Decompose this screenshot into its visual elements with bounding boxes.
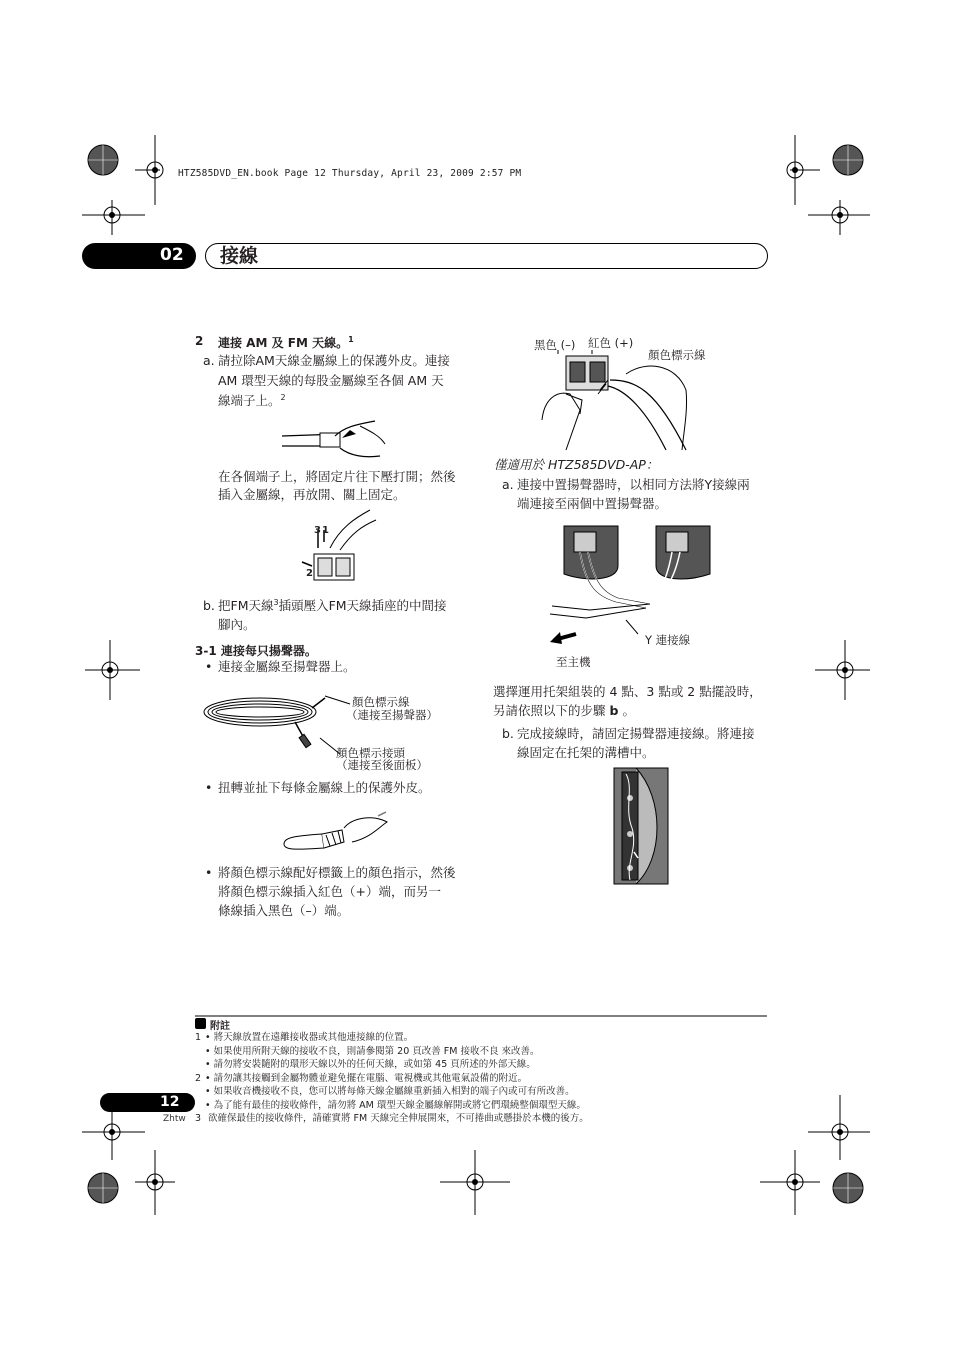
strip-wire-illustration xyxy=(280,416,390,466)
fig-label-1: 1 xyxy=(322,525,329,536)
chapter-title: 接線 xyxy=(220,245,259,267)
book-info-line: HTZ585DVD_EN.book Page 12 Thursday, April 23, 2009 2:57 PM xyxy=(178,168,522,179)
bullet-twist-wire: 扭轉並扯下每條金屬線上的保護外皮。 xyxy=(218,780,431,795)
right-para-line1: 選擇運用托架組裝的 4 點、3 點或 2 點擺設時， xyxy=(493,684,762,699)
speaker-terminal-illustration xyxy=(536,350,696,454)
speaker-cable-illustration xyxy=(200,688,340,768)
y-cable-illustration xyxy=(546,526,716,652)
note-item: 1 • 將天線放置在遠離接收器或其他連接線的位置。 xyxy=(195,1032,414,1043)
notes-list xyxy=(195,1031,775,1126)
fig-label-2: 2 xyxy=(306,568,313,579)
label-to-panel: （連接至後面板） xyxy=(336,758,428,772)
bullet-dot: • xyxy=(205,780,213,795)
page-number-badge xyxy=(100,1093,195,1112)
label-to-main-unit: 至主機 xyxy=(556,655,591,669)
label-color-wire: 顏色標示線 xyxy=(648,348,706,362)
right-b-line1: 完成接線時，請固定揚聲器連接線。將連接 xyxy=(517,726,755,741)
right-b-marker: b. xyxy=(502,726,514,741)
step2a-line1: 請拉除AM天線金屬線上的保護外皮。連接 xyxy=(218,353,450,368)
note-item: • 如果收音機接收不良，您可以將每條天線金屬線重新插入相對的端子內或可有所改善。 xyxy=(205,1086,575,1097)
bullet-connect-wire: 連接金屬線至揚聲器上。 xyxy=(218,659,356,674)
chapter-title-bar xyxy=(205,243,768,269)
note-item: • 請勿將安裝隨附的環形天線以外的任何天線，或如第 45 頁所述的外部天線。 xyxy=(205,1059,536,1070)
bullet-dot: • xyxy=(205,659,213,674)
bullet-dot: • xyxy=(205,865,213,880)
notes-heading: 附註 xyxy=(210,1021,230,1032)
right-a-line1: 連接中置揚聲器時，以相同方法將Y接線兩 xyxy=(517,477,750,492)
label-color-plug: 顏色標示接頭 xyxy=(336,746,405,760)
label-y-cable: Y 連接線 xyxy=(645,633,691,647)
step2b-marker: b. xyxy=(203,598,215,613)
label-red-terminal: 紅色 (+) xyxy=(588,336,634,350)
right-a-marker: a. xyxy=(502,477,514,492)
fig-label-3: 3 xyxy=(314,525,321,536)
language-code: Zhtw xyxy=(163,1114,186,1124)
label-black-terminal: 黑色 (–) xyxy=(534,338,576,352)
step2a-line3: 線端子上。$^2$ xyxy=(218,392,286,408)
step2a-line2: AM 環型天線的每股金屬線至各個 AM 天 xyxy=(218,373,444,388)
stand-groove-illustration xyxy=(614,768,670,886)
clamp-instruction-line1: 在各個端子上，將固定片往下壓打開；然後 xyxy=(218,469,456,484)
bullet-color-line3: 條線插入黑色（–）端。 xyxy=(218,903,350,918)
note-item: 3 欲確保最佳的接收條件，請確實將 FM 天線完全伸展開來，不可捲曲或懸掛於本機的後方。 xyxy=(195,1113,589,1124)
note-item: 2 • 請勿讓其接觸到金屬物體並避免擺在電腦、電視機或其他電氣設備的附近。 xyxy=(195,1072,528,1084)
note-item: • 如果使用所附天線的接收不良，則請參閱第 20 頁改善 FM 接收不良 來改善。 xyxy=(205,1045,540,1057)
right-para-line2: 另請依照以下的步驟 b 。 xyxy=(493,703,635,718)
chapter-number: 02 xyxy=(160,245,184,265)
label-to-speaker: （連接至揚聲器） xyxy=(346,708,438,722)
clamp-instruction-line2: 插入金屬線，再放開、關上固定。 xyxy=(218,487,406,502)
step2-title: 連接 AM 及 FM 天線。$^1$ xyxy=(218,335,354,350)
notes-rule xyxy=(195,1015,770,1029)
twist-wire-illustration xyxy=(282,808,394,860)
step31-title: 3-1 連接每只揚聲器。 xyxy=(195,644,317,658)
only-for-model: 僅適用於 HTZ585DVD-AP： xyxy=(494,457,659,472)
step2b-line2: 腳內。 xyxy=(218,617,256,632)
right-a-line2: 端連接至兩個中置揚聲器。 xyxy=(517,496,668,511)
page-number: 12 xyxy=(160,1094,180,1110)
step2b-line1: 把FM天線$^3$插頭壓入FM天線插座的中間接 xyxy=(218,597,447,613)
step2a-marker: a. xyxy=(203,353,215,368)
label-color-line: 顏色標示線 xyxy=(352,695,410,709)
bullet-color-line2: 將顏色標示線插入紅色（+）端，而另一 xyxy=(218,884,441,899)
step2-number: 2 xyxy=(195,334,204,348)
bullet-color-line1: 將顏色標示線配好標籤上的顏色指示，然後 xyxy=(218,865,456,880)
right-b-line2: 線固定在托架的溝槽中。 xyxy=(517,745,655,760)
note-icon xyxy=(195,1018,206,1029)
note-item: • 為了能有最佳的接收條件，請勿將 AM 環型天線金屬線解開或將它們環繞整個環型天線。 xyxy=(205,1099,586,1111)
